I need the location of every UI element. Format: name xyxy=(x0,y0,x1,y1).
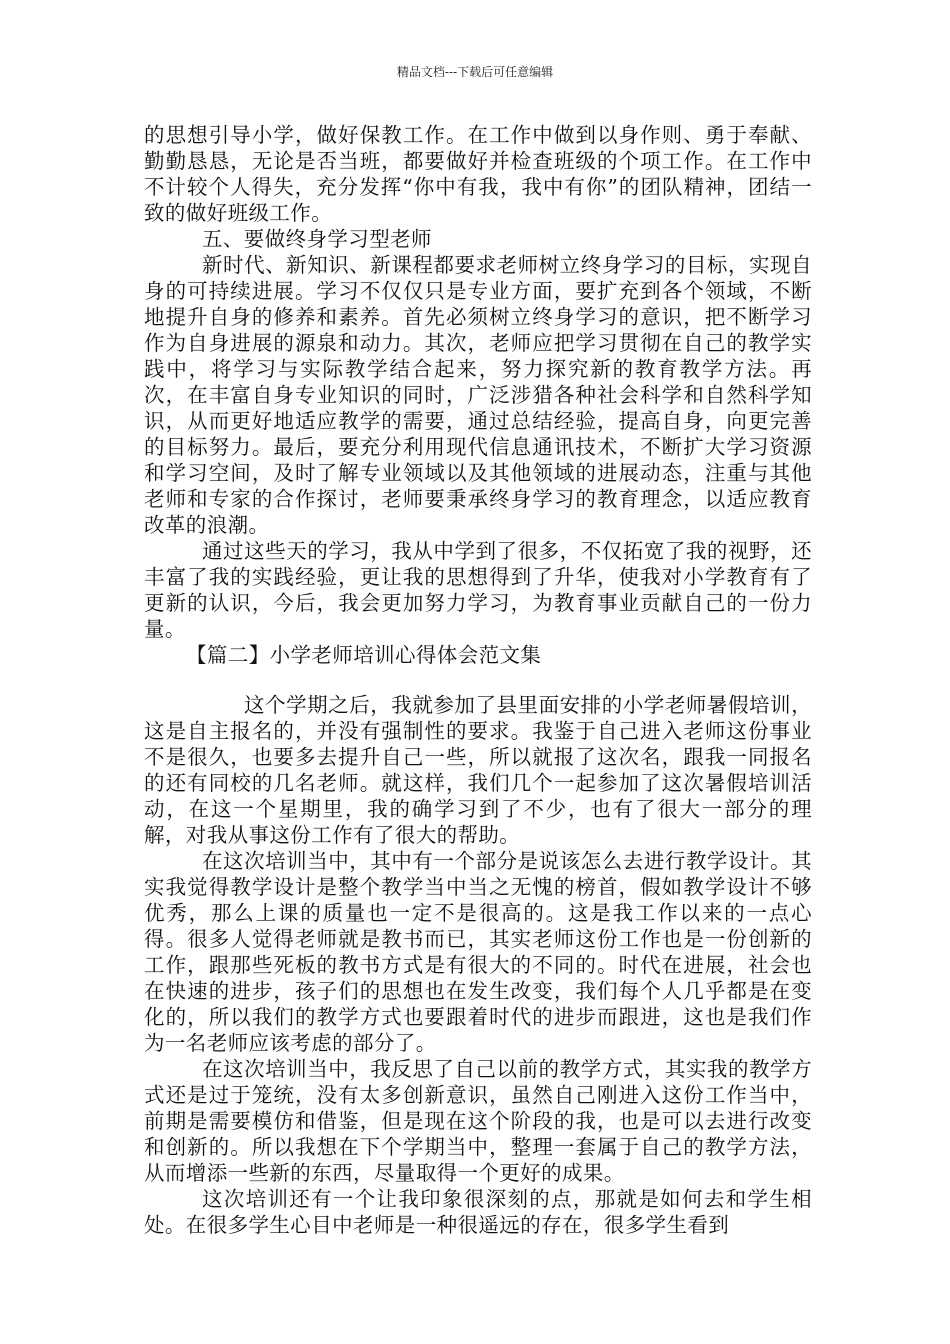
paragraph-7: 这次培训还有一个让我印象很深刻的点，那就是如何去和学生相处。在很多学生心目中老师是一种很遥远的存在，很多学生看到 xyxy=(144,1187,812,1237)
page-header: 精品文档---下载后可任意编辑 xyxy=(396,65,554,79)
document-body xyxy=(144,122,812,1238)
paragraph-6: 在这次培训当中，我反思了自己以前的教学方式，其实我的教学方式还是过于笼统，没有太多创新意识，虽然自己刚进入这份工作当中，前期是需要模仿和借鉴，但是现在这个阶段的我，也是可以去进行改变和创新的。所以我想在下个学期当中，整理一套属于自己的教学方法，从而增添一些新的东西，尽量取得一个更好的成果。 xyxy=(144,1057,812,1185)
paragraph-3: 通过这些天的学习，我从中学到了很多，不仅拓宽了我的视野，还丰富了我的实践经验，更让我的思想得到了升华，使我对小学教育有了更新的认识，今后，我会更加努力学习，为教育事业贡献自己的一份力量。 xyxy=(144,539,812,641)
paragraph-1: 的思想引导小学，做好保教工作。在工作中做到以身作则、勇于奉献、勤勤恳恳，无论是否当班，都要做好并检查班级的个项工作。在工作中不计较个人得失，充分发挥“你中有我，我中有你”的团队精神，团结一致的做好班级工作。 xyxy=(144,123,812,225)
section-gap xyxy=(144,668,812,692)
subheading-5: 五、要做终身学习型老师 xyxy=(202,227,432,251)
paragraph-4: 这个学期之后，我就参加了县里面安排的小学老师暑假培训，这是自主报名的，并没有强制性的要求。我鉴于自己进入老师这份事业不是很久，也要多去提升自己一些，所以就报了这次名，跟我一同报名的还有同校的几名老师。就这样，我们几个一起参加了这次暑假培训活动，在这一个星期里，我的确学习到了不少，也有了很大一部分的理解，对我从事这份工作有了很大的帮助。 xyxy=(144,693,812,847)
paragraph-2: 新时代、新知识、新课程都要求老师树立终身学习的目标，实现自身的可持续进展。学习不仅仅只是专业方面，要扩充到各个领域，不断地提升自身的修养和素养。首先必须树立终身学习的意识，把不断学习作为自身进展的源泉和动力。其次，老师应把学习贯彻在自己的教学实践中，将学习与实际教学结合起来，努力探究新的教育教学方法。再次，在丰富自身专业知识的同时，广泛涉猎各种社会科学和自然科学知识，从而更好地适应教学的需要，通过总结经验，提高自身，向更完善的目标努力。最后，要充分利用现代信息通讯技术，不断扩大学习资源和学习空间，及时了解专业领域以及其他领域的进展动态，注重与其他老师和专家的合作探讨，老师要秉承终身学习的教育理念，以适应教育改革的浪潮。 xyxy=(144,253,812,537)
section-title: 【篇二】小学老师培训心得体会范文集 xyxy=(186,643,542,667)
paragraph-5: 在这次培训当中，其中有一个部分是说该怎么去进行教学设计。其实我觉得教学设计是整个教学当中当之无愧的榜首，假如教学设计不够优秀，那么上课的质量也一定不是很高的。这是我工作以来的一点心得。很多人觉得老师就是教书而已，其实老师这份工作也是一份创新的工作，跟那些死板的教书方式是有很大的不同的。时代在进展，社会也在快速的进步，孩子们的思想也在发生改变，我们每个人几乎都是在变化的，所以我们的教学方式也要跟着时代的进步而跟进，这也是我们作为一名老师应该考虑的部分了。 xyxy=(144,849,812,1055)
